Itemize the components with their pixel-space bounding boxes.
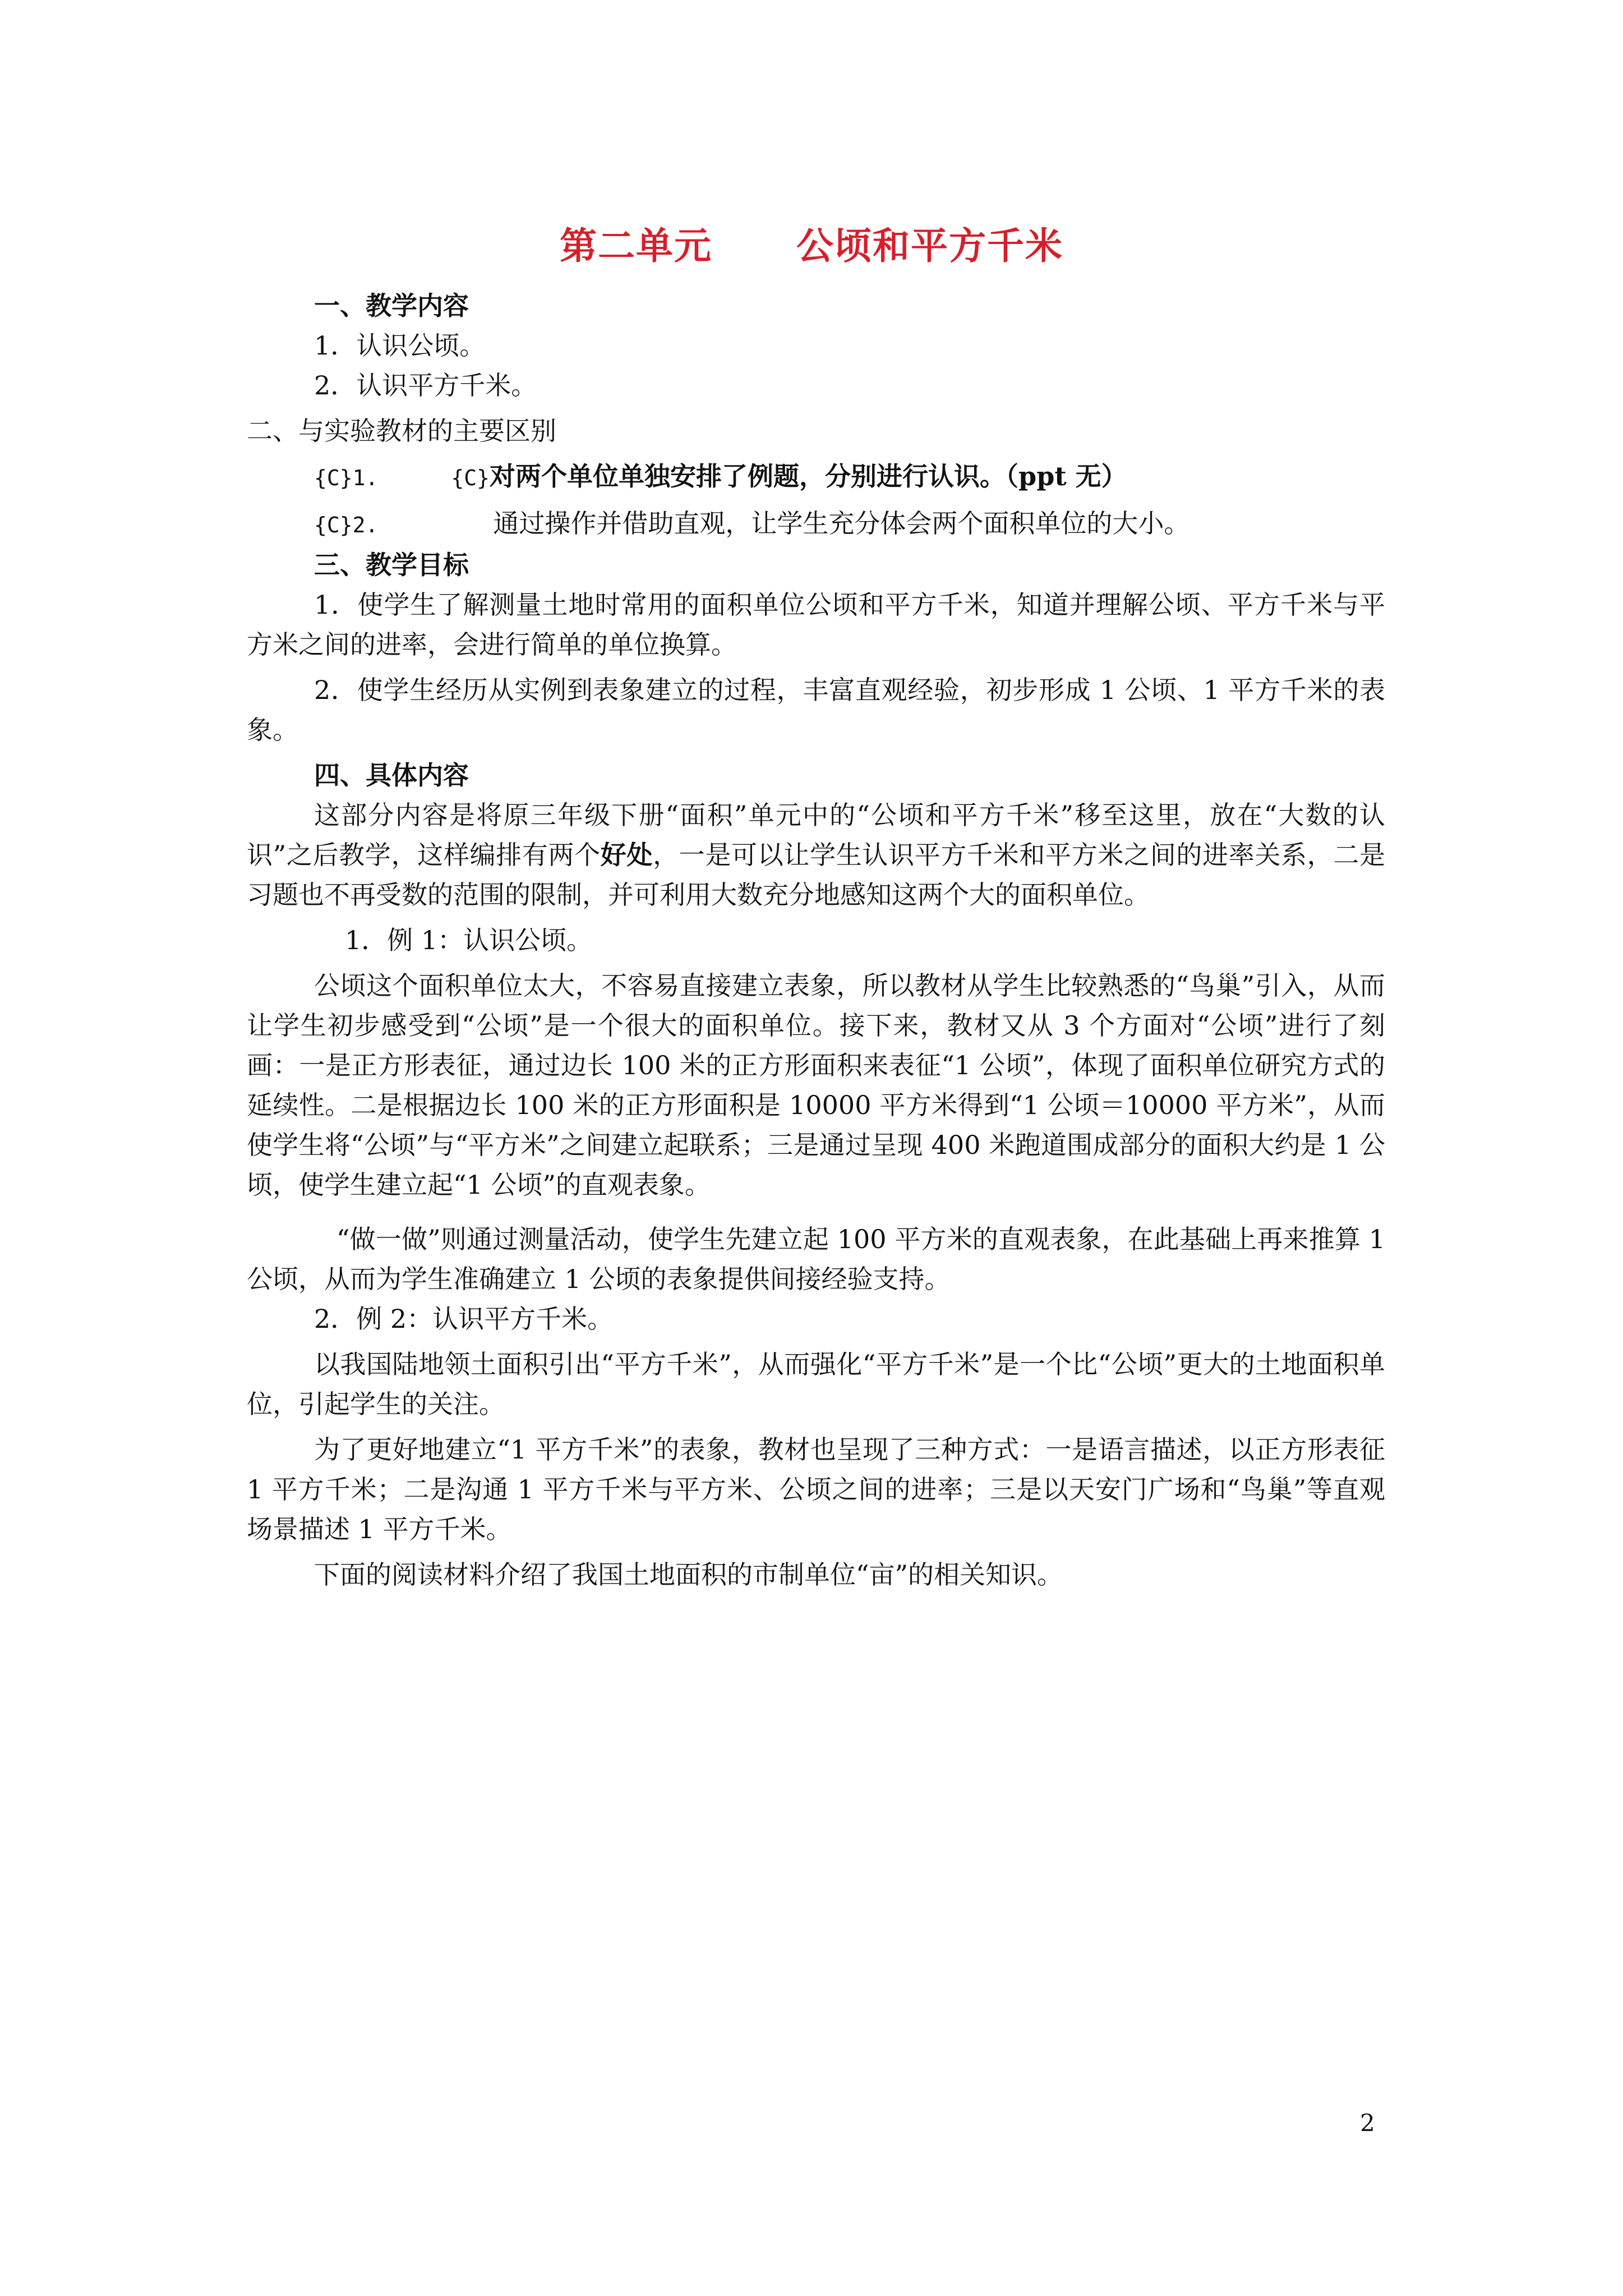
details-paragraph-1 xyxy=(247,795,1385,915)
title-unit: 第二单元 xyxy=(560,224,712,268)
difference-text-2: 通过操作并借助直观，让学生充分体会两个面积单位的大小。 xyxy=(493,508,1190,539)
difference-marker-1b: {C} xyxy=(451,466,490,490)
objective-paragraph-1: 1．使学生了解测量土地时常用的面积单位公顷和平方千米，知道并理解公顷、平方千米与平方米之间的进率，会进行简单的单位换算。 xyxy=(247,590,1385,660)
objective-paragraph-2: 2．使学生经历从实例到表象建立的过程，丰富直观经验，初步形成 1 公顷、1 平方千米的表象。 xyxy=(247,675,1385,745)
example-1-paragraph-2: “做一做”则通过测量活动，使学生先建立起 100 平方米的直观表象，在此基础上再来推算 1 公顷，从而为学生准确建立 1 公顷的表象提供间接经验支持。 xyxy=(247,1224,1385,1294)
difference-item-1 xyxy=(247,457,1385,498)
example-1-heading: 1．例 1：认识公顷。 xyxy=(345,925,593,955)
section-heading-details: 四、具体内容 xyxy=(314,760,469,790)
difference-text-1: 对两个单位单独安排了例题，分别进行认识。（ppt 无） xyxy=(490,461,1127,491)
page-title xyxy=(0,216,1623,269)
example-2-heading: 2．例 2：认识平方千米。 xyxy=(314,1304,614,1334)
section-heading-objectives: 三、教学目标 xyxy=(314,550,469,580)
example-2-paragraph-1: 以我国陆地领土面积引出“平方千米”，从而强化“平方千米”是一个比“公顷”更大的土地面积单位，引起学生的关注。 xyxy=(247,1349,1385,1419)
details-paragraph-1-part-a: 这部分内容是将原三年级下册“面积”单元中的“公顷和平方千米”移至这里，放在“大数的认识”之后教学，这样编排有两个 xyxy=(247,800,1385,870)
difference-marker-1: {C}1. xyxy=(314,466,379,490)
example-2-paragraph-2: 为了更好地建立“1 平方千米”的表象，教材也呈现了三种方式：一是语言描述，以正方形表征 1 平方千米；二是沟通 1 平方千米与平方米、公顷之间的进率；三是以天安门广场和“鸟巢”等直观场景描述 1 平方千米。 xyxy=(247,1434,1385,1544)
difference-marker-2: {C}2. xyxy=(314,513,379,537)
page-number: 2 xyxy=(1360,2109,1375,2137)
content-item-2: 2．认识平方千米。 xyxy=(314,370,537,401)
section-heading-differences: 二、与实验教材的主要区别 xyxy=(247,416,556,446)
title-topic: 公顷和平方千米 xyxy=(796,224,1063,268)
details-paragraph-1-bold: 好处 xyxy=(600,840,653,870)
document-body xyxy=(247,286,1385,1595)
difference-item-2 xyxy=(247,504,1385,545)
content-item-1: 1．认识公顷。 xyxy=(314,330,486,361)
reading-material-note: 下面的阅读材料介绍了我国土地面积的市制单位“亩”的相关知识。 xyxy=(314,1559,1063,1590)
example-1-paragraph-1: 公顷这个面积单位太大，不容易直接建立表象，所以教材从学生比较熟悉的“鸟巢”引入，从而让学生初步感受到“公顷”是一个很大的面积单位。接下来，教材又从 3 个方面对“公顷”进行了刻画：一是正方形表征，通过边长 100 米的正方形面积来表征“1 公顷”，体现了面积单位研究方式的延续性。二是根据边长 100 米的正方形面积是 10000 平方米得到“1 公顷＝10000 平方米”，从而使学生将“公顷”与“平方米”之间建立起联系；三是通过呈现 400 米跑道围成部分的面积大约是 1 公顷，使学生建立起“1 公顷”的直观表象。 xyxy=(247,970,1385,1200)
section-heading-content: 一、教学内容 xyxy=(314,291,469,321)
details-paragraph-1-part-b: ，一是可以让学生认识平方千米和平方米之间的进率关系，二是习题也不再受数的范围的限制，并可利用大数充分地感知这两个大的面积单位。 xyxy=(247,840,1386,910)
